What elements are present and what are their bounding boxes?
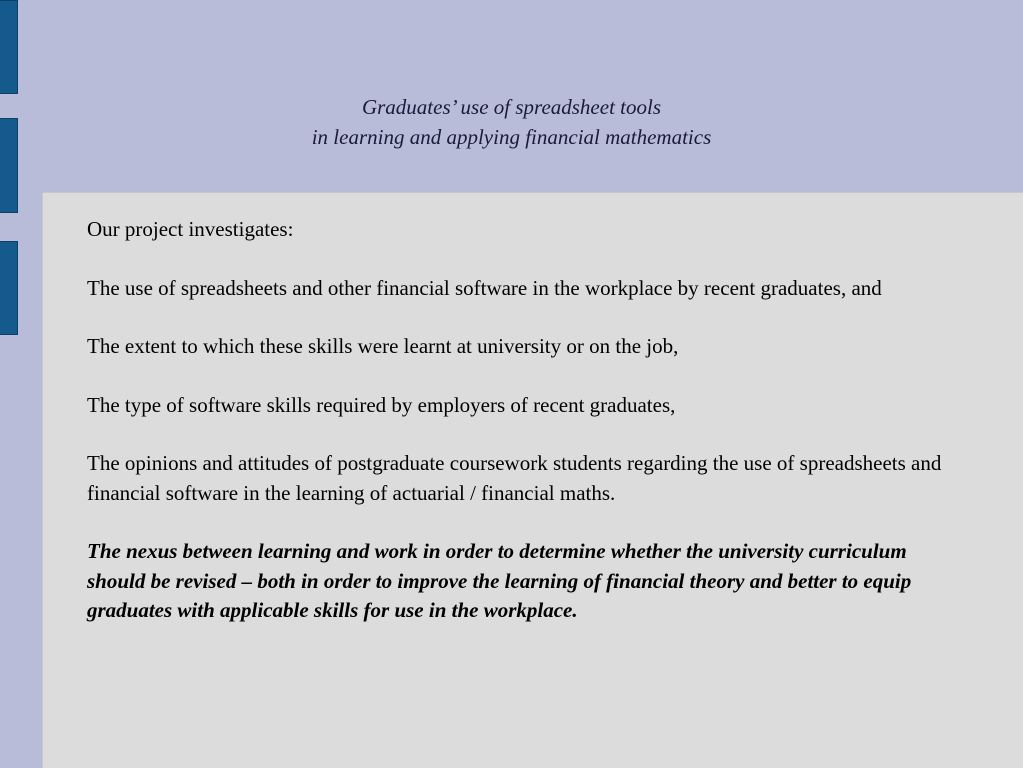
title-line-2: in learning and applying financial mathematics <box>311 125 712 149</box>
left-accent-block-1 <box>0 0 18 94</box>
slide-title <box>0 92 1023 152</box>
conclusion-text: The nexus between learning and work in order to determine whether the university curriculum should be revised – both in order to improve the learning of financial theory and better to equip graduates with applicable skills for use in the workplace. <box>87 539 912 622</box>
body-text <box>87 215 947 626</box>
bullet-item-4: The opinions and attitudes of postgraduate coursework students regarding the use of spreadsheets and financial software in the learning of actuarial / financial maths. <box>87 451 942 505</box>
bullet-item-1: The use of spreadsheets and other financial software in the workplace by recent graduates, and <box>87 275 882 300</box>
bullet-item-2: The extent to which these skills were learnt at university or on the job, <box>87 334 679 358</box>
title-line-1: Graduates’ use of spreadsheet tools <box>361 95 662 119</box>
left-accent-block-3 <box>0 241 18 335</box>
content-panel <box>42 192 1023 768</box>
intro-text: Our project investigates: <box>87 217 294 241</box>
bullet-item-3: The type of software skills required by employers of recent graduates, <box>87 392 676 417</box>
